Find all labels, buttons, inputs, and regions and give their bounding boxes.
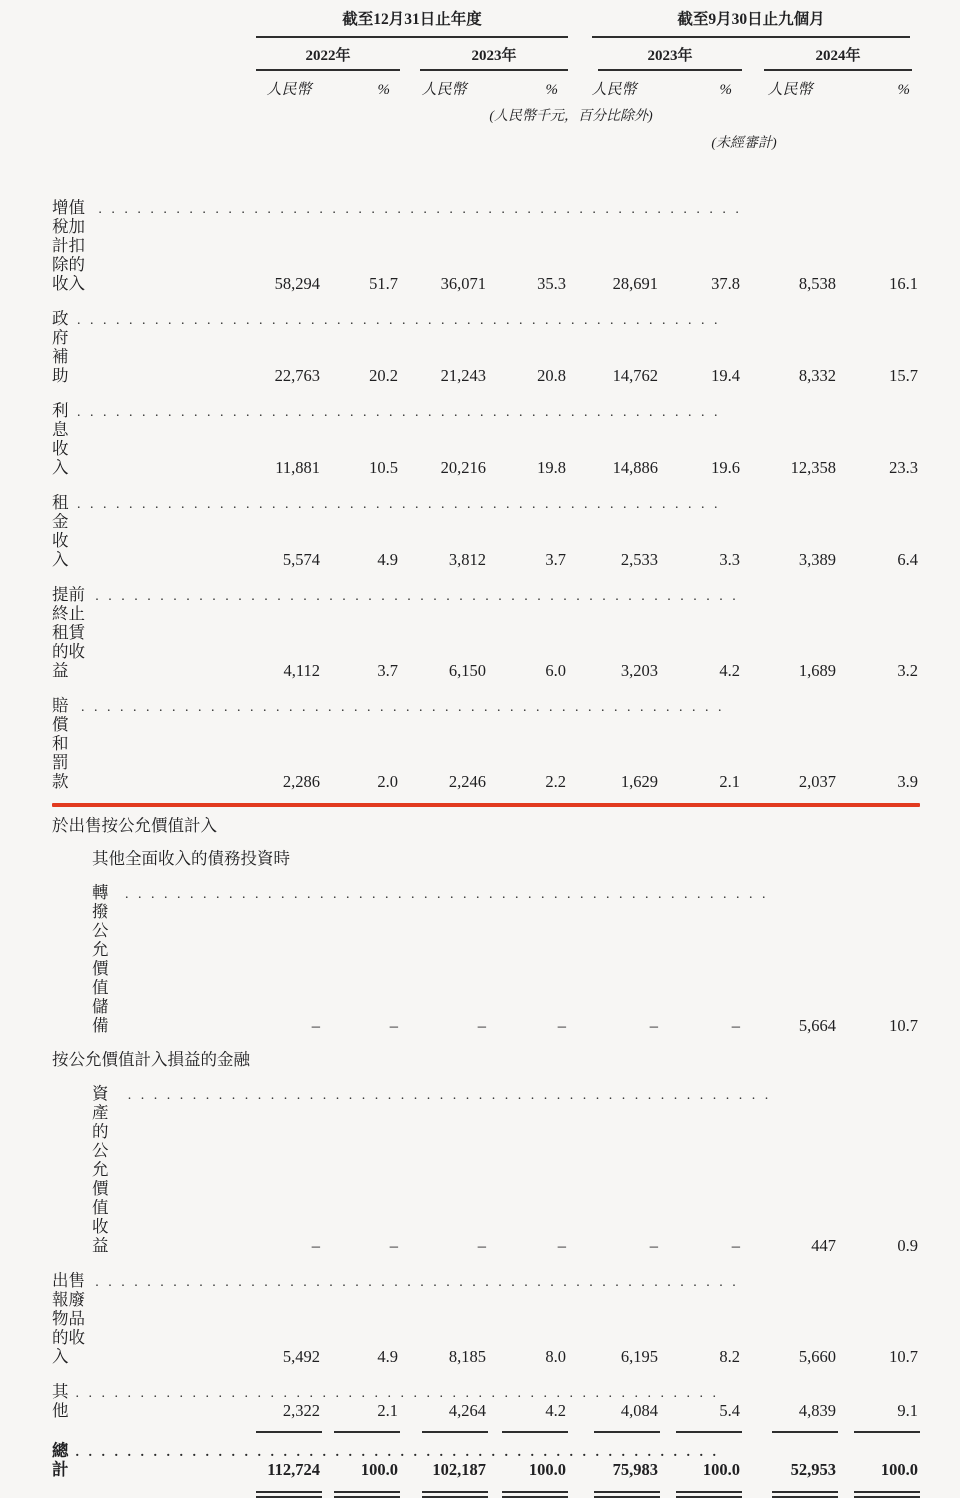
cell-value: 100.0 (528, 1460, 567, 1479)
cell-value: 22,763 (274, 366, 320, 385)
table-row (52, 1076, 920, 1263)
currency-unit-label: 人民幣 (591, 82, 637, 98)
period-interim-label: 截至9月30日止九個月 (677, 11, 825, 28)
cell-value: 1,689 (798, 661, 837, 680)
cell-value: 4,264 (448, 1401, 486, 1420)
table-row (52, 1433, 920, 1487)
cell-value: 2,286 (282, 772, 320, 791)
cell-value: 8.0 (545, 1347, 567, 1366)
column-rule (594, 1491, 660, 1498)
column-rule (256, 1491, 322, 1498)
cell-value: 3.3 (719, 550, 741, 569)
cell-value: 19.8 (537, 458, 567, 477)
financial-table (52, 5, 920, 1498)
row-label-cell (52, 809, 920, 842)
cell-value: 6,150 (448, 661, 486, 680)
row-label: 增值稅加計扣除的收入 (52, 198, 85, 293)
cell-value: 52,953 (790, 1460, 837, 1479)
row-label-cell (52, 1043, 920, 1076)
units-note: (人民幣千元，百分比除外) (489, 109, 653, 124)
cell-value: 4,112 (283, 661, 320, 680)
header-spacer (52, 5, 256, 38)
cell-value: 11,881 (275, 458, 320, 477)
table-row (52, 875, 920, 1043)
row-label: 資產的公允價值收益 (92, 1084, 109, 1255)
cell-value: 4.9 (377, 550, 398, 569)
table-row (52, 842, 920, 875)
row-label: 利息收入 (52, 401, 69, 477)
year-header-row (52, 38, 920, 71)
cell-value: 10.5 (369, 458, 398, 477)
header-body-spacer (52, 152, 920, 190)
cell-value: 4.2 (545, 1401, 567, 1420)
dot-leader (81, 696, 252, 717)
year-2024-label: 2024年 (764, 38, 912, 71)
cell-value: 10.7 (889, 1016, 919, 1035)
cell-value: 35.3 (537, 274, 567, 293)
table-row (52, 393, 920, 485)
dot-leader (128, 1084, 252, 1105)
cell-value: 58,294 (274, 274, 320, 293)
year-2023-label: 2023年 (420, 38, 568, 71)
cell-value: 5.4 (719, 1401, 741, 1420)
highlight-row (52, 799, 920, 809)
cell-value: – (649, 1236, 659, 1255)
highlight-red-line (52, 803, 920, 807)
row-label: 租金收入 (52, 493, 69, 569)
cell-value: 20,216 (440, 458, 486, 477)
dot-leader (98, 198, 252, 219)
row-label-cell (52, 875, 256, 1043)
column-rule (772, 1491, 838, 1498)
table-body (52, 190, 920, 1498)
table-row (52, 688, 920, 799)
dot-leader (76, 1441, 253, 1462)
row-label-cell (52, 1433, 256, 1487)
dot-leader (77, 309, 252, 330)
cell-value: 2,533 (620, 550, 659, 569)
row-label: 政府補助 (52, 309, 69, 385)
table-row (52, 1374, 920, 1428)
cell-value: 1,629 (620, 772, 659, 791)
cell-value: 5,664 (798, 1016, 837, 1035)
unaudited-note-row (52, 125, 920, 152)
cell-value: 3.7 (377, 661, 398, 680)
cell-value: 6.4 (897, 550, 919, 569)
cell-value: 37.8 (711, 274, 741, 293)
column-rule (676, 1491, 742, 1498)
cell-value: 6.0 (545, 661, 567, 680)
table-row (52, 1043, 920, 1076)
cell-value: 100.0 (880, 1460, 919, 1479)
percent-unit-label: % (897, 82, 911, 98)
period-interim-header (592, 5, 910, 38)
row-label-cell (52, 1076, 256, 1263)
cell-value: 28,691 (612, 274, 659, 293)
cell-value: – (311, 1016, 320, 1035)
dot-leader (77, 401, 252, 422)
table-row (52, 301, 920, 393)
cell-value: 14,886 (612, 458, 659, 477)
year-2022-label: 2022年 (256, 38, 400, 71)
column-rule (334, 1491, 400, 1498)
cell-value: – (649, 1016, 659, 1035)
currency-unit-label: 人民幣 (767, 82, 813, 98)
cell-value: 2,322 (282, 1401, 320, 1420)
cell-value: 6,195 (620, 1347, 659, 1366)
cell-value: 8.2 (719, 1347, 741, 1366)
table-row (52, 809, 920, 842)
cell-value: 4.2 (719, 661, 741, 680)
cell-value: 100.0 (702, 1460, 741, 1479)
table-row (52, 1263, 920, 1374)
cell-value: 3.7 (545, 550, 567, 569)
column-rule (854, 1491, 920, 1498)
percent-unit-label: % (377, 82, 390, 98)
cell-value: 4.9 (377, 1347, 398, 1366)
currency-unit-label: 人民幣 (421, 82, 467, 98)
cell-value: – (477, 1236, 486, 1255)
cell-value: 2.1 (377, 1401, 398, 1420)
cell-value: – (731, 1236, 741, 1255)
cell-value: – (477, 1016, 486, 1035)
year-2023-interim-label: 2023年 (598, 38, 742, 71)
cell-value: 4,839 (798, 1401, 837, 1420)
cell-value: 16.1 (889, 274, 919, 293)
column-rule (422, 1491, 488, 1498)
cell-value: 3.9 (897, 772, 919, 791)
cell-value: 75,983 (612, 1460, 659, 1479)
cell-value: 5,574 (282, 550, 320, 569)
row-label: 轉撥公允價值儲備 (92, 883, 109, 1035)
cell-value: 8,538 (798, 274, 837, 293)
cell-value: 2,246 (448, 772, 486, 791)
cell-value: 2,037 (798, 772, 837, 791)
cell-value: 2.2 (545, 772, 567, 791)
row-label-cell (52, 1374, 256, 1428)
cell-value: – (311, 1236, 320, 1255)
cell-value: – (557, 1236, 567, 1255)
dot-leader (95, 585, 252, 606)
cell-value: 15.7 (889, 366, 919, 385)
table-row (52, 485, 920, 577)
period-annual-label: 截至12月31日止年度 (342, 11, 482, 28)
cell-value: 5,492 (282, 1347, 320, 1366)
cell-value: 20.2 (369, 366, 398, 385)
cell-value: 14,762 (612, 366, 659, 385)
cell-value: 3,203 (620, 661, 659, 680)
row-label: 賠償和罰款 (52, 696, 69, 791)
table-row (52, 577, 920, 688)
cell-value: 20.8 (537, 366, 567, 385)
cell-value: 21,243 (440, 366, 486, 385)
column-rule (502, 1491, 568, 1498)
unit-header-row (52, 71, 920, 102)
unaudited-note: (未經審計) (711, 136, 777, 151)
row-label: 按公允價值計入損益的金融 (52, 1050, 250, 1069)
cell-value: 8,332 (798, 366, 837, 385)
cell-value: 8,185 (448, 1347, 486, 1366)
cell-value: – (557, 1016, 567, 1035)
row-label-cell (52, 842, 920, 875)
period-header-row (52, 5, 920, 38)
cell-value: 3,389 (798, 550, 837, 569)
row-label-cell (52, 393, 256, 485)
percent-unit-label: % (545, 82, 559, 98)
cell-value: 4,084 (620, 1401, 659, 1420)
row-label: 提前終止租賃的收益 (52, 585, 85, 680)
dot-leader (76, 1382, 253, 1403)
percent-unit-label: % (719, 82, 733, 98)
dot-leader (95, 1271, 252, 1292)
cell-value: – (389, 1236, 398, 1255)
row-label-cell (52, 190, 256, 301)
cell-value: 10.7 (889, 1347, 919, 1366)
cell-value: – (389, 1016, 398, 1035)
row-label: 其他全面收入的債務投資時 (92, 849, 290, 868)
units-note-row (52, 102, 920, 125)
row-label-cell (52, 485, 256, 577)
cell-value: 2.1 (719, 772, 741, 791)
row-label-cell (52, 577, 256, 688)
cell-value: 12,358 (790, 458, 837, 477)
currency-unit-label: 人民幣 (266, 82, 312, 98)
cell-value: 19.6 (711, 458, 741, 477)
cell-value: 112,724 (267, 1460, 320, 1479)
cell-value: 3,812 (448, 550, 486, 569)
cell-value: 23.3 (889, 458, 919, 477)
cell-value: 51.7 (369, 274, 398, 293)
cell-value: 9.1 (897, 1401, 919, 1420)
cell-value: 447 (811, 1236, 837, 1255)
row-label-cell (52, 301, 256, 393)
cell-value: 36,071 (440, 274, 486, 293)
dot-leader (77, 493, 252, 514)
row-label: 總計 (52, 1441, 69, 1479)
row-label-cell (52, 688, 256, 799)
row-label: 出售報廢物品的收入 (52, 1271, 85, 1366)
dot-leader (125, 883, 252, 904)
cell-value: – (731, 1016, 741, 1035)
table-row (52, 190, 920, 301)
cell-value: 3.2 (897, 661, 919, 680)
row-label-cell (52, 1263, 256, 1374)
cell-value: 19.4 (711, 366, 741, 385)
period-annual-header (256, 5, 568, 38)
cell-value: 5,660 (798, 1347, 837, 1366)
cell-value: 100.0 (360, 1460, 398, 1479)
cell-value: 0.9 (897, 1236, 919, 1255)
row-label: 於出售按公允價值計入 (52, 816, 217, 835)
cell-value: 2.0 (377, 772, 398, 791)
double-rule-row (52, 1487, 920, 1498)
row-label: 其他 (52, 1382, 69, 1420)
cell-value: 102,187 (432, 1460, 486, 1479)
